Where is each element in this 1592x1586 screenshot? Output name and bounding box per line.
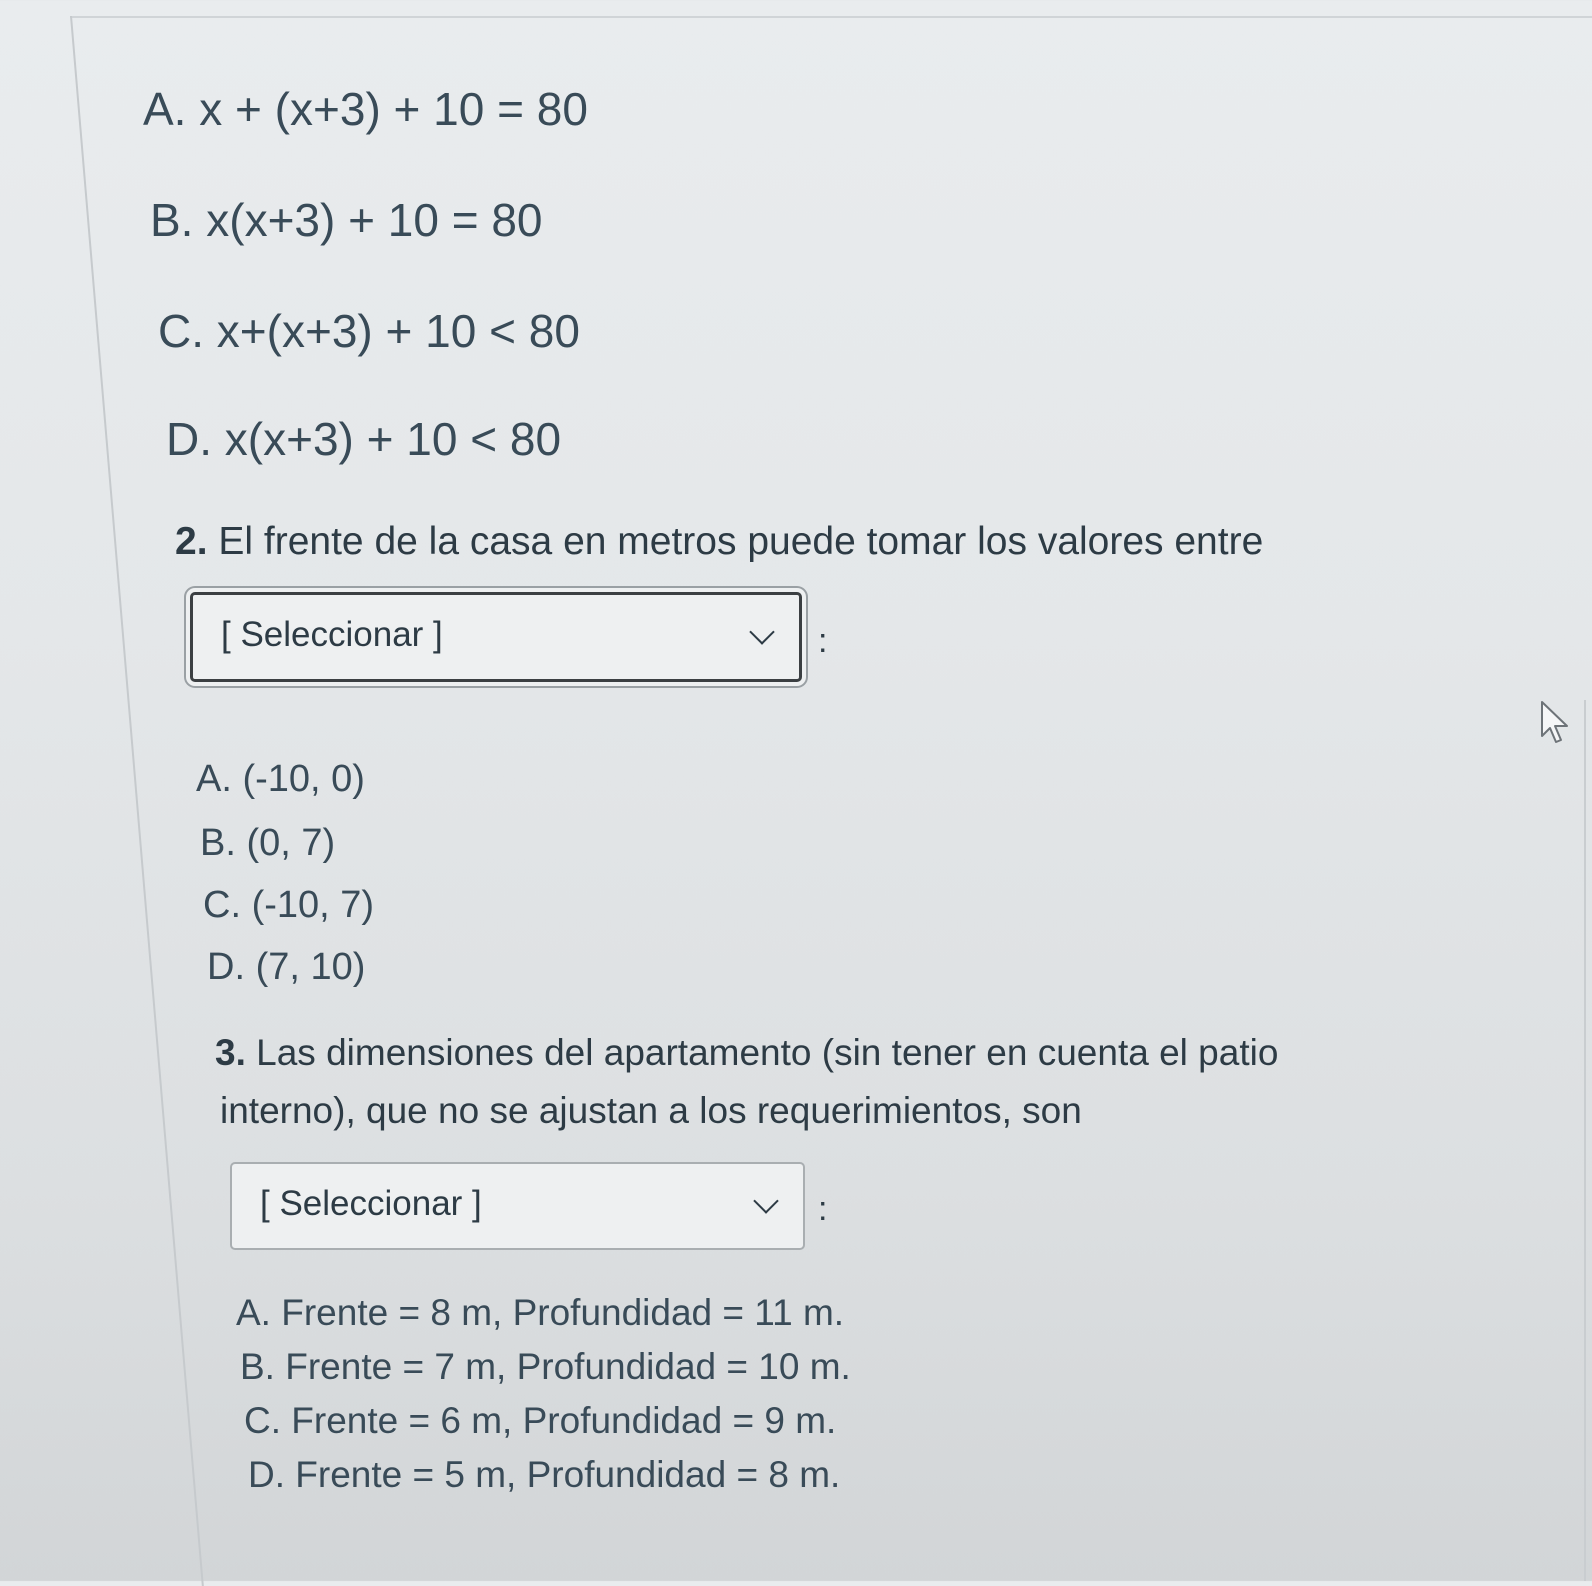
q3-prompt	[215, 1032, 1278, 1074]
option-letter: D.	[248, 1454, 285, 1495]
option-letter: C.	[203, 884, 241, 926]
chevron-down-icon	[749, 619, 774, 644]
select-value: [ Seleccionar ]	[260, 1184, 482, 1223]
q3-option-d	[248, 1454, 840, 1496]
option-letter: C.	[158, 305, 204, 357]
q2-option-b	[200, 822, 335, 865]
chevron-down-icon	[753, 1188, 778, 1213]
option-text: x(x+3) + 10 < 80	[224, 413, 562, 465]
option-text: (0, 7)	[246, 822, 336, 864]
q2-prompt	[175, 520, 1263, 564]
top-divider	[70, 16, 1592, 18]
q2-answer-select[interactable]	[190, 592, 802, 682]
option-letter: D.	[166, 413, 212, 465]
option-text: Frente = 5 m, Profundidad = 8 m.	[295, 1454, 841, 1495]
q3-option-c	[244, 1400, 836, 1442]
option-letter: A.	[196, 758, 232, 800]
select-value: [ Seleccionar ]	[221, 615, 443, 654]
option-letter: A.	[236, 1292, 271, 1333]
q1-option-c	[158, 304, 580, 358]
q3-number: 3.	[215, 1032, 246, 1073]
q3-option-a	[236, 1292, 844, 1334]
q1-option-a	[143, 82, 588, 136]
q2-text: El frente de la casa en metros puede tomar los valores entre	[218, 520, 1264, 563]
content-right-border	[1584, 700, 1592, 1581]
option-text: x + (x+3) + 10 = 80	[199, 83, 588, 135]
q3-prompt-continued	[220, 1090, 1082, 1132]
option-text: x(x+3) + 10 = 80	[206, 194, 543, 246]
option-letter: D.	[207, 946, 245, 988]
q2-option-d	[207, 946, 365, 989]
option-text: (7, 10)	[255, 946, 366, 988]
option-text: Frente = 6 m, Profundidad = 9 m.	[291, 1400, 837, 1441]
q3-option-b	[240, 1346, 851, 1388]
q3-answer-select[interactable]	[230, 1162, 805, 1250]
q3-text-line2: interno), que no se ajustan a los requerimientos, son	[220, 1090, 1082, 1131]
option-text: x+(x+3) + 10 < 80	[216, 305, 580, 357]
q1-option-b	[150, 193, 543, 247]
option-letter: B.	[150, 194, 194, 246]
q2-number: 2.	[175, 520, 208, 563]
option-text: Frente = 8 m, Profundidad = 11 m.	[281, 1292, 845, 1333]
option-text: (-10, 7)	[251, 884, 375, 926]
option-letter: B.	[240, 1346, 275, 1387]
q1-option-d	[166, 412, 561, 466]
q3-text-line1: Las dimensiones del apartamento (sin tener en cuenta el patio	[256, 1032, 1279, 1073]
option-text: (-10, 0)	[242, 758, 365, 800]
option-letter: B.	[200, 822, 236, 864]
mouse-cursor-icon	[1540, 700, 1574, 750]
q3-colon: :	[818, 1190, 828, 1228]
q2-option-c	[203, 884, 374, 927]
option-text: Frente = 7 m, Profundidad = 10 m.	[285, 1346, 851, 1387]
option-letter: C.	[244, 1400, 281, 1441]
option-letter: A.	[143, 83, 187, 135]
q2-colon: :	[818, 622, 828, 660]
q2-option-a	[196, 758, 365, 801]
